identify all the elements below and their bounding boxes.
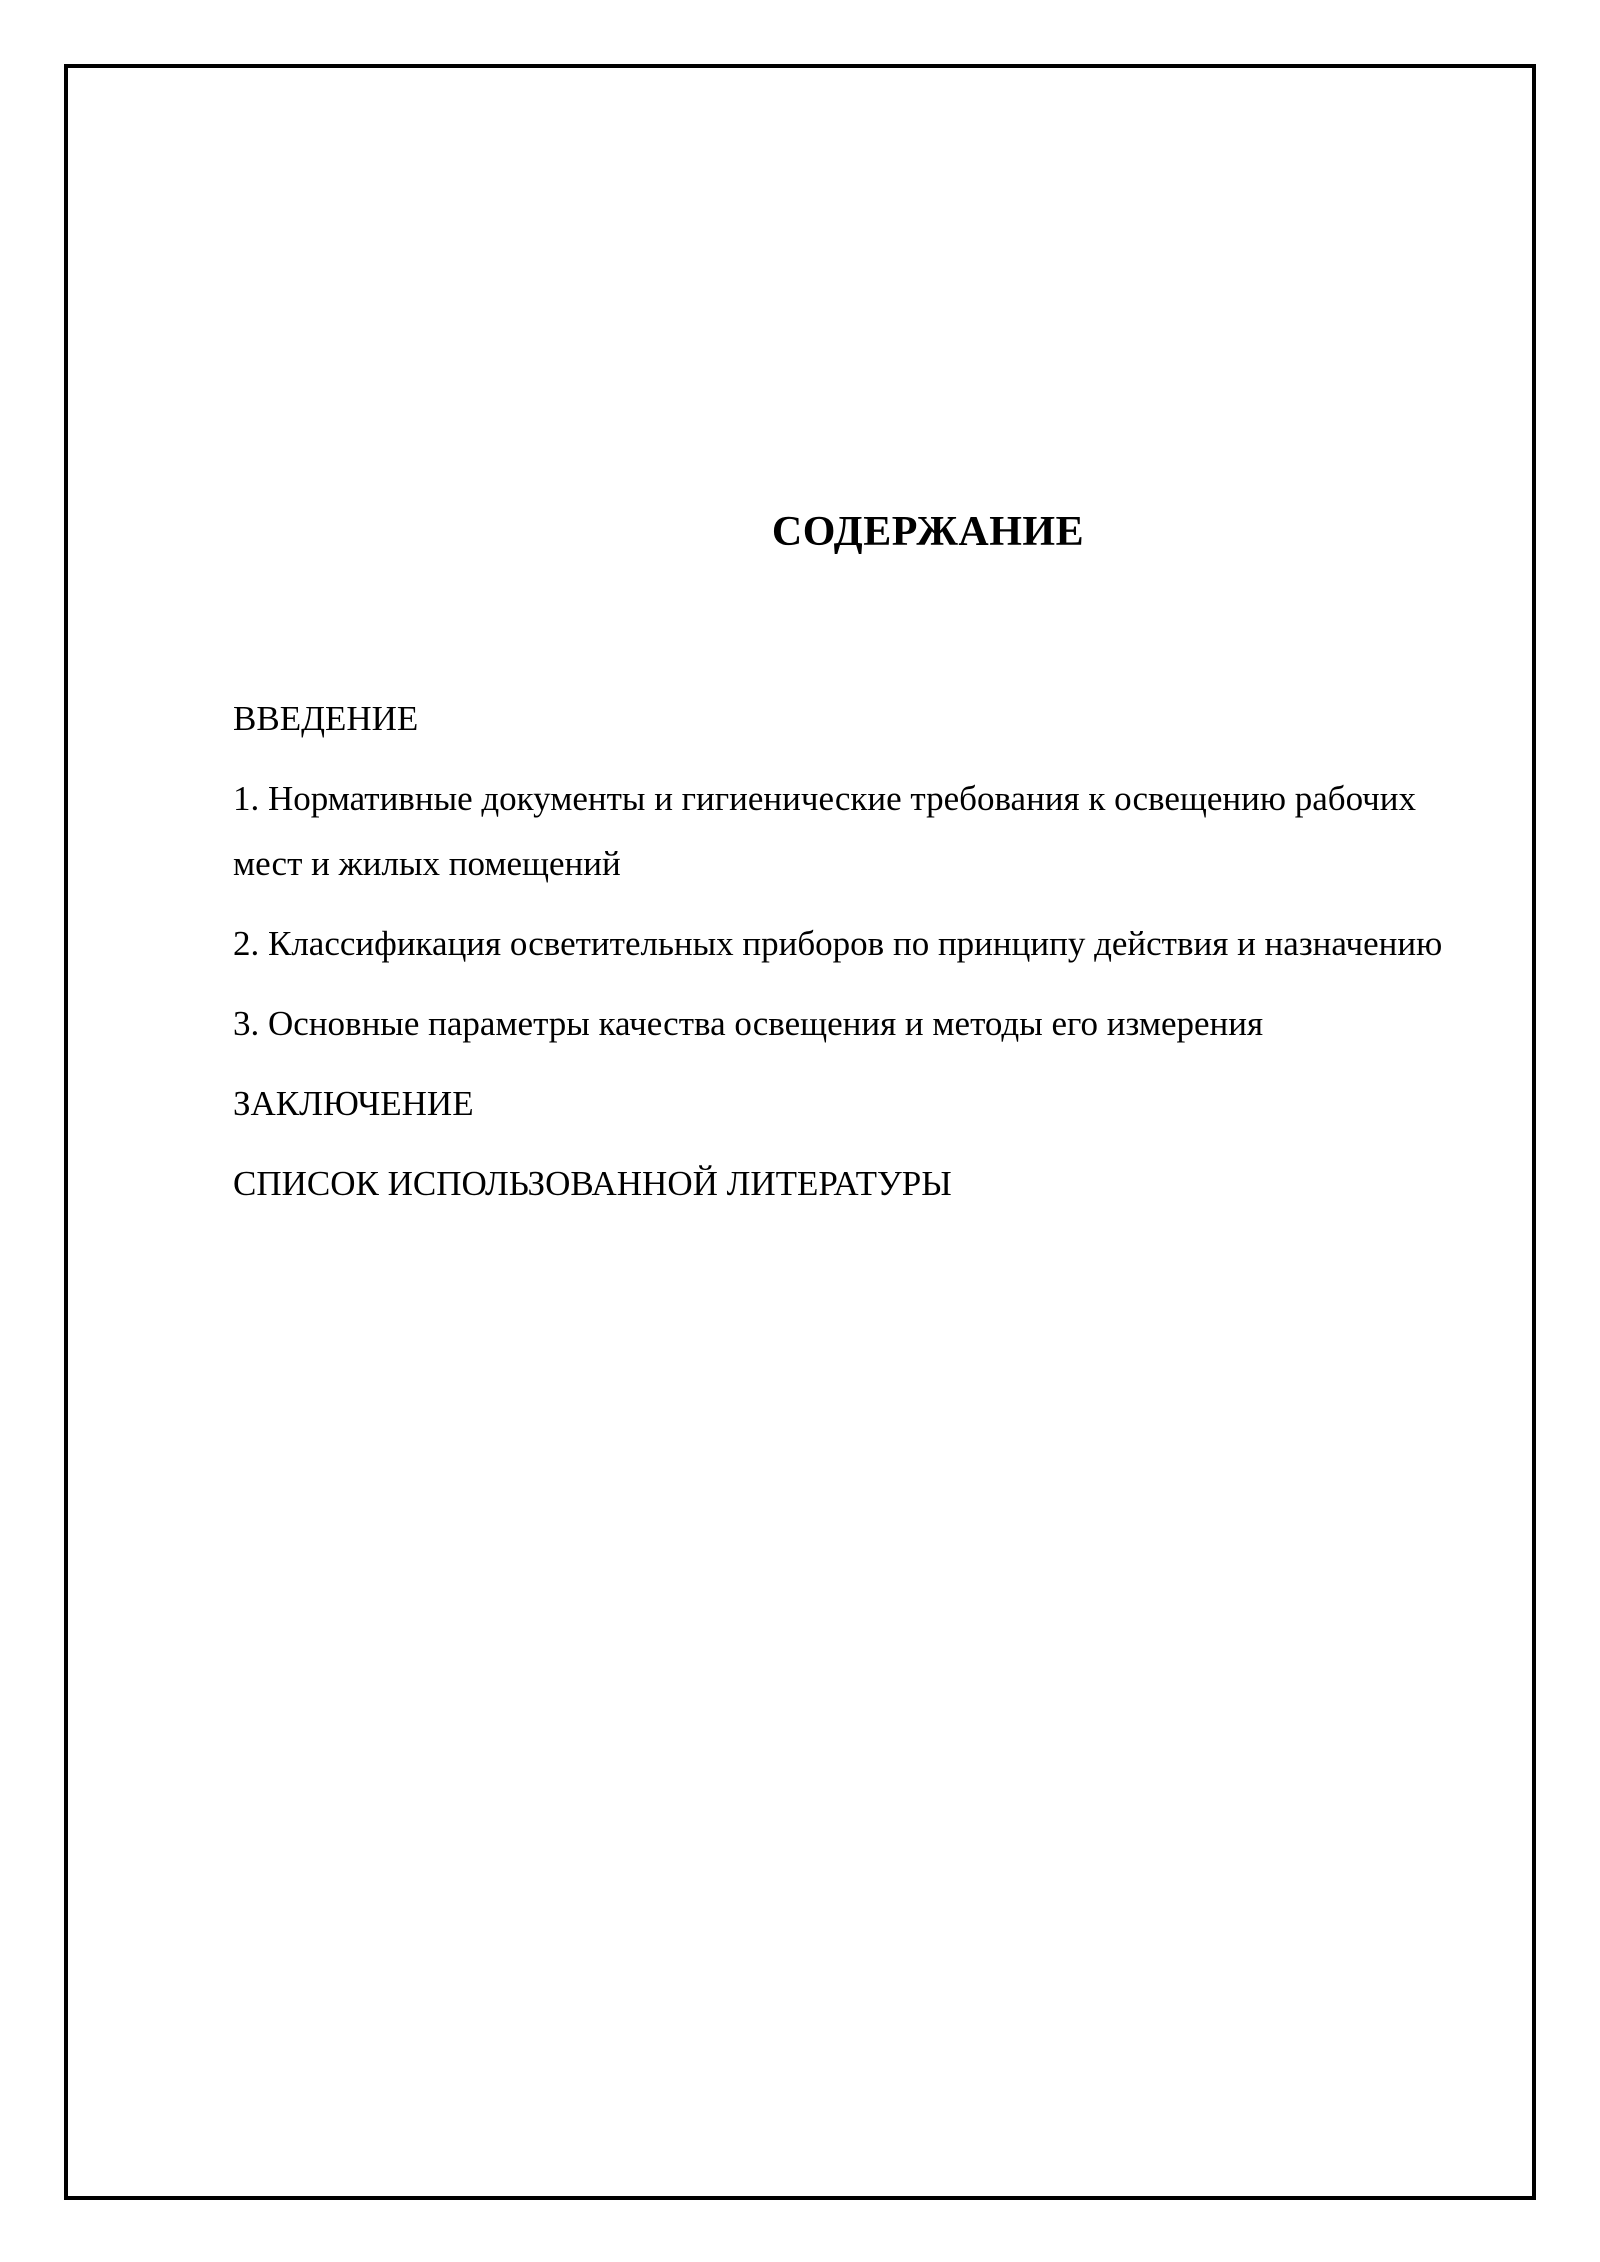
toc-item-references: СПИСОК ИСПОЛЬЗОВАННОЙ ЛИТЕРАТУРЫ bbox=[233, 1164, 952, 1203]
toc-item-introduction: ВВЕДЕНИЕ bbox=[233, 699, 419, 738]
toc-item-chapter-2: 2. Классификация осветительных приборов по принципу действия и назначению bbox=[233, 924, 1443, 963]
table-of-contents bbox=[233, 686, 1463, 1231]
toc-item-chapter-1: 1. Нормативные документы и гигиенические требования к освещению рабочих мест и жилых помещений bbox=[233, 779, 1417, 883]
toc-item-conclusion: ЗАКЛЮЧЕНИЕ bbox=[233, 1084, 474, 1123]
page-border bbox=[64, 64, 1536, 2200]
toc-item-chapter-3: 3. Основные параметры качества освещения и методы его измерения bbox=[233, 1004, 1264, 1043]
page-title: СОДЕРЖАНИЕ bbox=[771, 509, 1085, 555]
